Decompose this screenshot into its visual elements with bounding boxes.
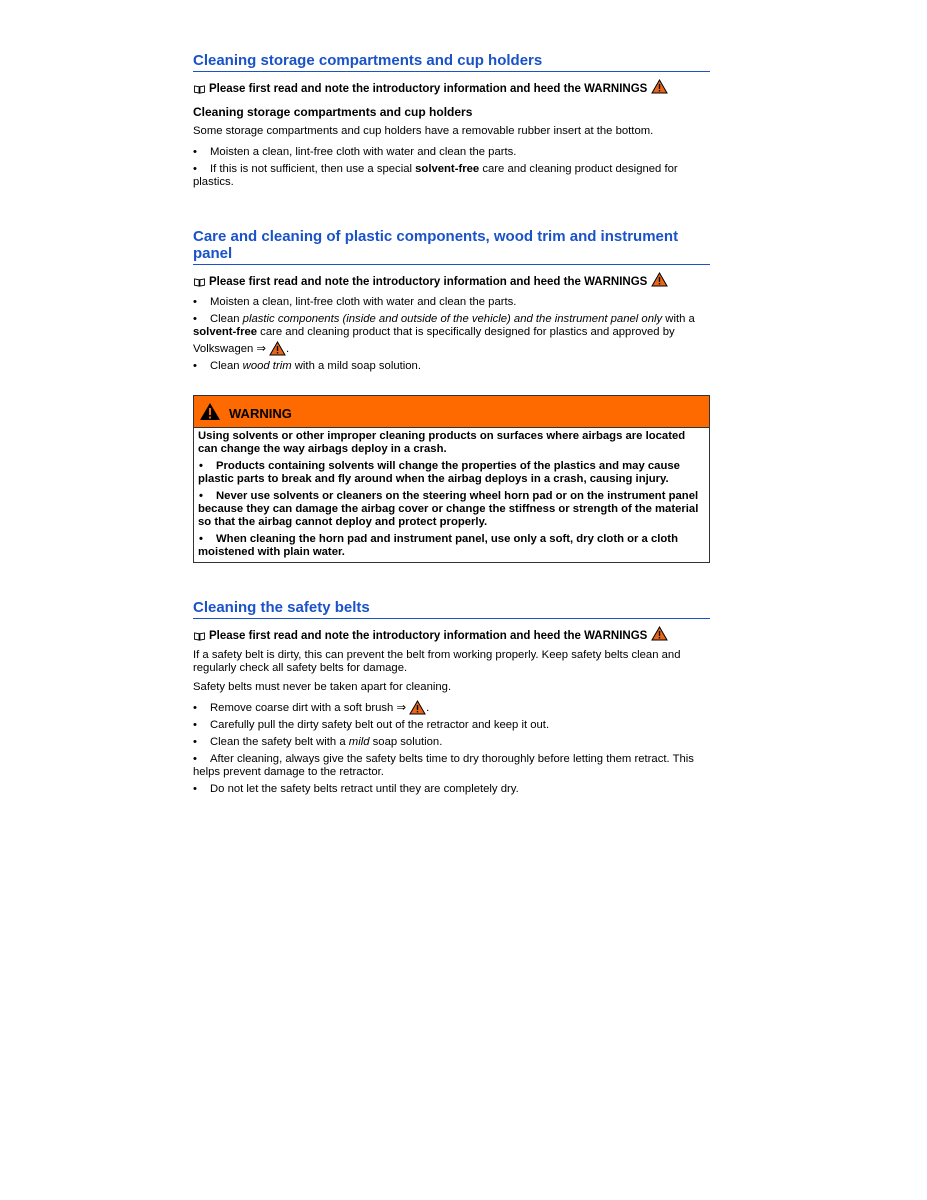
period: . — [286, 343, 290, 355]
warning-triangle-icon — [199, 402, 221, 421]
bullet-mark: • — [199, 533, 203, 545]
list-item-continuation — [193, 341, 710, 356]
list-item-text: with a — [662, 313, 695, 325]
list-item-text: with a mild soap solution. — [291, 360, 421, 372]
intro-text: Some storage compartments and cup holders have a removable rubber insert at the bottom. — [193, 125, 654, 137]
read-note-text: Please first read and note the introductory information and heed the WARNINGS — [209, 83, 648, 95]
warning-title: WARNING — [229, 406, 292, 421]
emphasis-solvent-free: solvent-free — [193, 326, 258, 338]
list-item-text: Moisten a clean, lint-free cloth with water and clean the parts. — [210, 296, 517, 308]
warning-triangle-icon — [651, 79, 668, 94]
bullet-mark: • — [193, 163, 197, 175]
list-item — [193, 719, 710, 732]
section-title: Cleaning the safety belts — [193, 599, 710, 619]
warning-triangle-icon — [651, 272, 668, 287]
bullet-mark: • — [193, 702, 197, 714]
read-note — [193, 629, 710, 643]
list-item-text: After cleaning, always give the safety belts time to dry thoroughly before letting them retract. This helps prevent damage to the retractor. — [193, 753, 694, 778]
list-item — [193, 146, 710, 159]
warning-header — [194, 396, 709, 428]
section-title: Care and cleaning of plastic components, wood trim and instrument panel — [193, 228, 710, 265]
book-icon — [193, 85, 206, 94]
warning-body — [194, 428, 709, 562]
bullet-mark: • — [193, 736, 197, 748]
bullet-mark: • — [193, 360, 197, 372]
read-note-text: Please first read and note the introductory information and heed the WARNINGS — [209, 630, 648, 642]
emphasis-solvent-free: solvent-free — [415, 163, 480, 175]
warning-triangle-icon[interactable] — [269, 341, 286, 356]
bullet-mark: • — [193, 783, 197, 795]
list-item-text: Carefully pull the dirty safety belt out of the retractor and keep it out. — [210, 719, 550, 731]
list-item-text: Moisten a clean, lint-free cloth with water and clean the parts. — [210, 146, 517, 158]
warning-triangle-icon — [651, 626, 668, 641]
list-item — [193, 753, 710, 779]
section-storage-compartments — [193, 52, 710, 189]
list-item — [193, 736, 710, 749]
book-icon — [193, 278, 206, 287]
list-item-text: care and cleaning product designed for plastics. — [193, 163, 678, 188]
read-note-text: Please first read and note the introductory information and heed the WARNINGS — [209, 276, 648, 288]
list-item-text: Clean — [210, 360, 243, 372]
emphasis-plastic-components: plastic components (inside and outside of the vehicle) and the instrument panel only — [242, 313, 663, 325]
paragraph: Safety belts must never be taken apart for cleaning. — [193, 681, 452, 693]
list-item-text: care and cleaning product that is specifically designed for plastics and approved by — [257, 326, 675, 338]
period: . — [426, 702, 430, 714]
emphasis-wood-trim: wood trim — [242, 360, 292, 372]
list-item-text: Clean — [210, 313, 243, 325]
list-item — [193, 360, 710, 373]
section-title: Cleaning storage compartments and cup holders — [193, 52, 710, 72]
warning-item-text: Products containing solvents will change the properties of the plastics and may cause plastic parts to break and fly around when the airbag deploys in a crash, causing injury. — [198, 460, 680, 485]
warning-intro: Using solvents or other improper cleaning products on surfaces where airbags are located can change the way airbags deploy in a crash. — [198, 430, 686, 455]
subheading: Cleaning storage compartments and cup holders — [193, 105, 473, 119]
list-item — [193, 296, 710, 309]
warning-item — [198, 533, 704, 559]
section-plastic-wood-instrument — [193, 228, 710, 373]
list-item-text: soap solution. — [369, 736, 443, 748]
bullet-mark: • — [193, 719, 197, 731]
list-item-text: If this is not sufficient, then use a special — [210, 163, 416, 175]
list-item — [193, 700, 710, 715]
list-item-text: Volkswagen ⇒ — [193, 343, 266, 355]
list-item — [193, 163, 710, 189]
section-safety-belts — [193, 599, 710, 796]
list-item-text: Do not let the safety belts retract until they are completely dry. — [210, 783, 519, 795]
warning-triangle-icon[interactable] — [409, 700, 426, 715]
warning-box — [193, 395, 710, 563]
bullet-mark: • — [199, 460, 203, 472]
read-note — [193, 82, 710, 96]
book-icon — [193, 632, 206, 641]
bullet-mark: • — [193, 146, 197, 158]
emphasis-mild: mild — [348, 736, 370, 748]
bullet-mark: • — [193, 313, 197, 325]
warning-item-text: Never use solvents or cleaners on the steering wheel horn pad or on the instrument panel because they can damage the airbag cover or change the stiffness or strength of the material so that the airbag cannot deploy and protect properly. — [198, 490, 699, 528]
bullet-mark: • — [199, 490, 203, 502]
bullet-mark: • — [193, 753, 197, 765]
warning-item-text: When cleaning the horn pad and instrument panel, use only a soft, dry cloth or a cloth moistened with plain water. — [198, 533, 678, 558]
list-item-text: Remove coarse dirt with a soft brush ⇒ — [210, 702, 406, 714]
bullet-mark: • — [193, 296, 197, 308]
list-item-text: Clean the safety belt with a — [210, 736, 349, 748]
warning-item — [198, 490, 704, 529]
warning-item — [198, 460, 704, 486]
read-note — [193, 275, 710, 289]
list-item — [193, 783, 710, 796]
paragraph: If a safety belt is dirty, this can prevent the belt from working properly. Keep safety belts clean and regularly check all safety belts for damage. — [193, 649, 681, 674]
list-item — [193, 313, 710, 339]
